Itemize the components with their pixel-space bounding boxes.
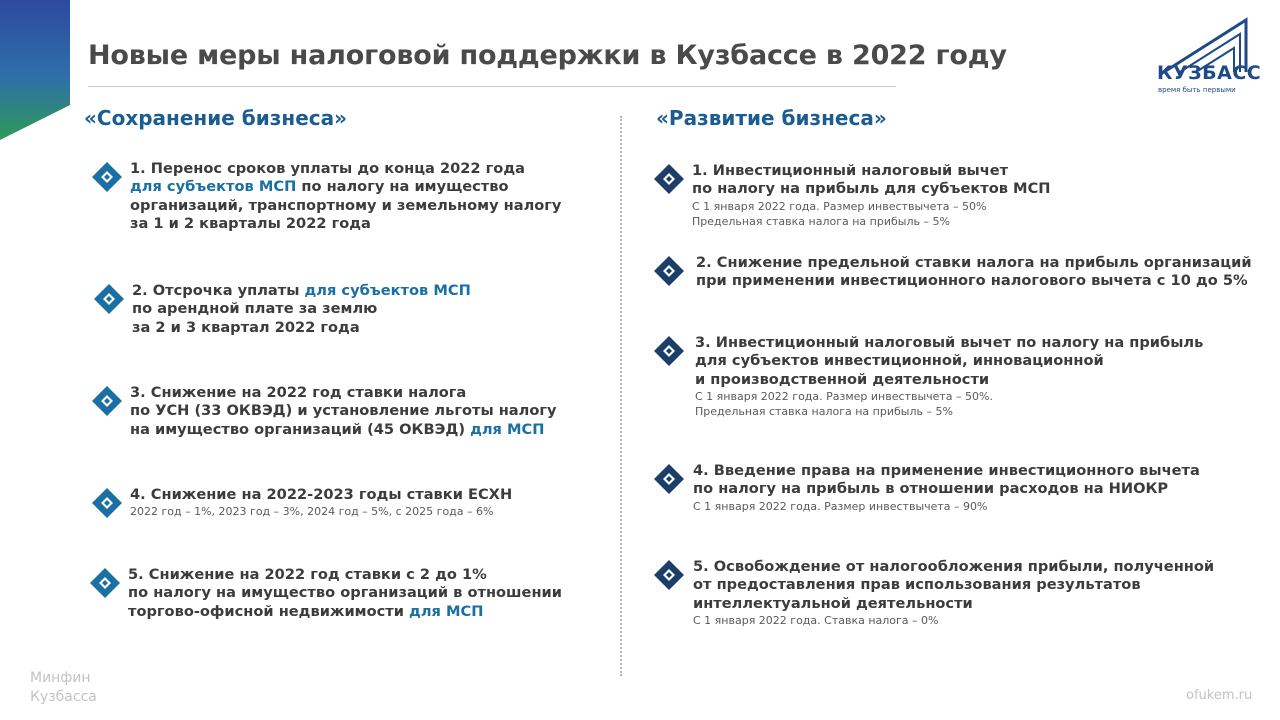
diamond-icon	[652, 162, 686, 196]
item-text: 3. Инвестиционный налоговый вычет по налогу на прибыль	[695, 334, 1204, 351]
diamond-icon	[90, 486, 124, 520]
item-text: 2. Снижение предельной ставки налога на прибыль организаций	[696, 254, 1252, 271]
footer-website: ofukem.ru	[1186, 688, 1253, 703]
item-highlight: для МСП	[470, 420, 545, 438]
item-text: по налогу на прибыль для субъектов МСП	[692, 180, 1051, 198]
item-text: 5. Освобождение от налогообложения прибыли, полученной	[693, 558, 1215, 575]
item-text: за 1 и 2 кварталы 2022 года	[130, 215, 371, 233]
column-divider	[620, 116, 622, 676]
logo-wordmark: КУЗБАСС	[1157, 62, 1262, 84]
item-note: Предельная ставка налога на прибыль – 5%	[692, 214, 950, 228]
diamond-icon	[652, 462, 686, 496]
diamond-icon	[652, 558, 686, 592]
item-note: С 1 января 2022 года. Размер инвествычета – 50%	[692, 199, 987, 213]
footer-source	[30, 669, 97, 707]
diamond-icon	[88, 566, 122, 600]
diamond-icon	[652, 334, 686, 368]
item-text: интеллектуальной деятельности	[693, 594, 973, 612]
item-text: 5. Снижение на 2022 год ставки с 2 до 1%	[128, 566, 487, 583]
item-text: по налогу на прибыль в отношении расходов на НИОКР	[693, 480, 1169, 498]
diamond-icon	[652, 254, 686, 288]
item-text: 1. Перенос сроков уплаты до конца 2022 года	[130, 160, 525, 177]
left-column-heading: «Сохранение бизнеса»	[84, 106, 348, 130]
item-highlight: для субъектов МСП	[130, 178, 297, 196]
item-note: С 1 января 2022 года. Ставка налога – 0%	[693, 614, 939, 628]
item-text: организаций, транспортному и земельному налогу	[130, 196, 562, 214]
footer-source-line2: Кузбасса	[30, 689, 97, 705]
corner-decoration	[0, 0, 70, 140]
item-text: по арендной плате за землю	[132, 300, 378, 318]
diamond-icon	[92, 282, 126, 316]
item-text: при применении инвестиционного налогового вычета с 10 до 5%	[696, 272, 1248, 290]
item-text: по налогу на имущество	[296, 178, 509, 196]
item-text: 1. Инвестиционный налоговый вычет	[692, 162, 1009, 179]
item-highlight: для МСП	[409, 602, 484, 620]
right-column-heading: «Развитие бизнеса»	[656, 106, 887, 130]
item-text: и производственной деятельности	[695, 370, 990, 388]
item-text: за 2 и 3 квартал 2022 года	[132, 318, 360, 336]
item-text: 3. Снижение на 2022 год ставки налога	[130, 384, 467, 401]
item-note: 2022 год – 1%, 2023 год – 3%, 2024 год – 5%, с 2025 года – 6%	[130, 505, 494, 519]
item-text: торгово-офисной недвижимости	[128, 602, 410, 620]
item-text: 4. Введение права на применение инвестиционного вычета	[693, 462, 1200, 479]
logo-tagline: время быть первыми	[1158, 86, 1236, 94]
title-divider	[88, 86, 896, 87]
footer-source-line1: Минфин	[30, 670, 91, 686]
page-title: Новые меры налоговой поддержки в Кузбассе в 2022 году	[88, 40, 1007, 71]
diamond-icon	[90, 384, 124, 418]
diamond-icon	[90, 160, 124, 194]
item-text: 4. Снижение на 2022-2023 годы ставки ЕСХН	[130, 486, 513, 503]
item-text: от предоставления прав использования результатов	[693, 576, 1141, 594]
item-text: по УСН (33 ОКВЭД) и установление льготы налогу	[130, 402, 557, 420]
item-text: для субъектов инвестиционной, инновационной	[695, 352, 1104, 370]
item-highlight: для субъектов МСП	[304, 282, 471, 299]
item-note: С 1 января 2022 года. Размер инвествычета – 90%	[693, 499, 988, 513]
item-text: 2. Отсрочка уплаты	[132, 282, 305, 299]
item-text: на имущество организаций (45 ОКВЭД)	[130, 420, 471, 438]
item-note: Предельная ставка налога на прибыль – 5%	[695, 405, 953, 419]
item-note: С 1 января 2022 года. Размер инвествычета – 50%.	[695, 390, 993, 404]
item-text: по налогу на имущество организаций в отношении	[128, 584, 562, 602]
